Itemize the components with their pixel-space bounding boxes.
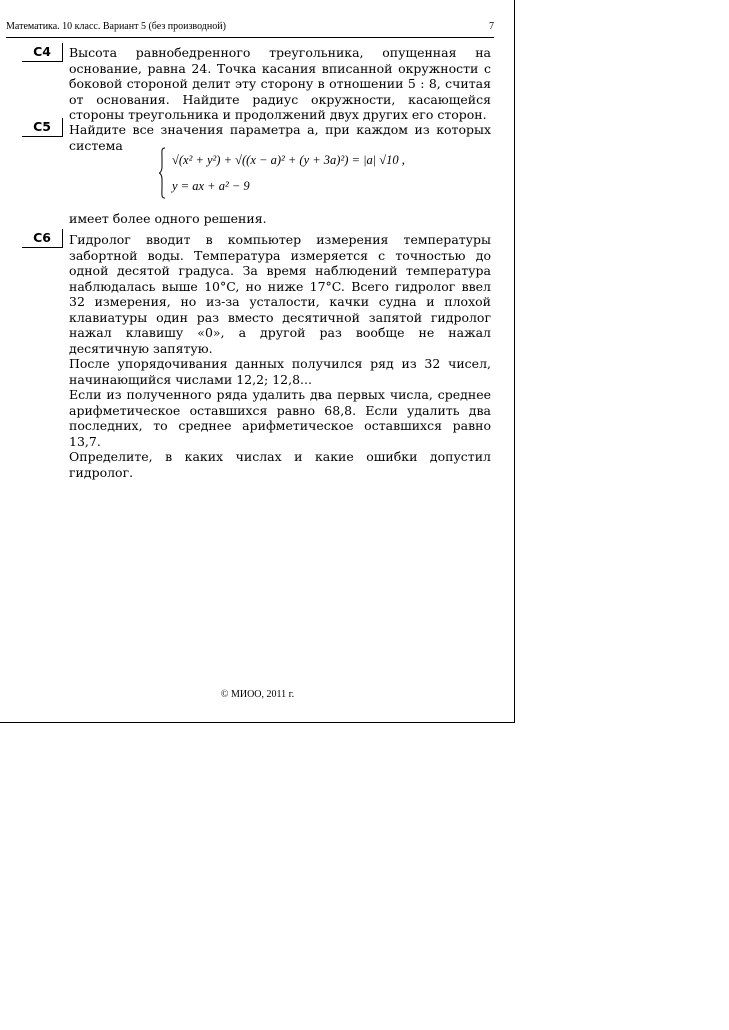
page-footer <box>0 689 515 700</box>
copyright-text: © МИОО, 2011 г. <box>220 689 295 700</box>
equation-line-1: √(x² + y²) + √((x − a)² + (y + 3a)²) = |a| √10 , <box>172 153 405 167</box>
problem-c6-paragraph-4: Определите, в каких числах и какие ошибки допустил гидролог. <box>69 449 491 480</box>
problem-c5-outro-text: имеет более одного решения. <box>69 211 267 226</box>
problem-label-c6: C6 <box>22 229 62 248</box>
header-divider <box>6 37 494 38</box>
equation-line-2: y = ax + a² − 9 <box>172 179 250 193</box>
header-title: Математика. 10 класс. Вариант 5 (без производной) <box>6 21 226 32</box>
problem-c5-outro <box>69 211 491 227</box>
equation-system <box>158 147 458 201</box>
system-brace-icon <box>158 147 166 199</box>
problem-label-c5: C5 <box>22 118 62 137</box>
page-header <box>6 20 494 34</box>
problem-c4-paragraph: Высота равнобедренного треугольника, опущенная на основание, равна 24. Точка касания вписанной окружности с боковой стороной делит эту сторону в отношении 5 : 8, считая от основания. Найдите радиус окружности, касающейся стороны треугольника и продолжений двух других его сторон. <box>69 45 491 122</box>
page-number: 7 <box>489 21 494 32</box>
problem-label-c4: C4 <box>22 43 62 62</box>
problem-c6-paragraph-2: После упорядочивания данных получился ряд из 32 чисел, начинающийся числами 12,2; 12,8... <box>69 356 491 387</box>
problem-c5-intro-text: Найдите все значения параметра a, при каждом из которых система <box>69 122 491 153</box>
problem-c6-paragraph-1: Гидролог вводит в компьютер измерения температуры забортной воды. Температура измеряется с точностью до одной десятой градуса. За время наблюдений температура наблюдалась выше 10°C, но ниже 17°C. Всего гидролог ввел 32 измерения, но из-за усталости, качки судна и плохой клавиатуры один раз вместо десятичной запятой гидролог нажал клавишу «0», а другой раз вообще не нажал десятичную запятую. <box>69 232 491 356</box>
problem-c6-paragraph-3: Если из полученного ряда удалить два первых числа, среднее арифметическое оставшихся равно 68,8. Если удалить два последних, то среднее арифметическое оставшихся равно 13,7. <box>69 387 491 449</box>
problem-c4-text <box>69 45 491 123</box>
problem-c6-text <box>69 232 491 480</box>
